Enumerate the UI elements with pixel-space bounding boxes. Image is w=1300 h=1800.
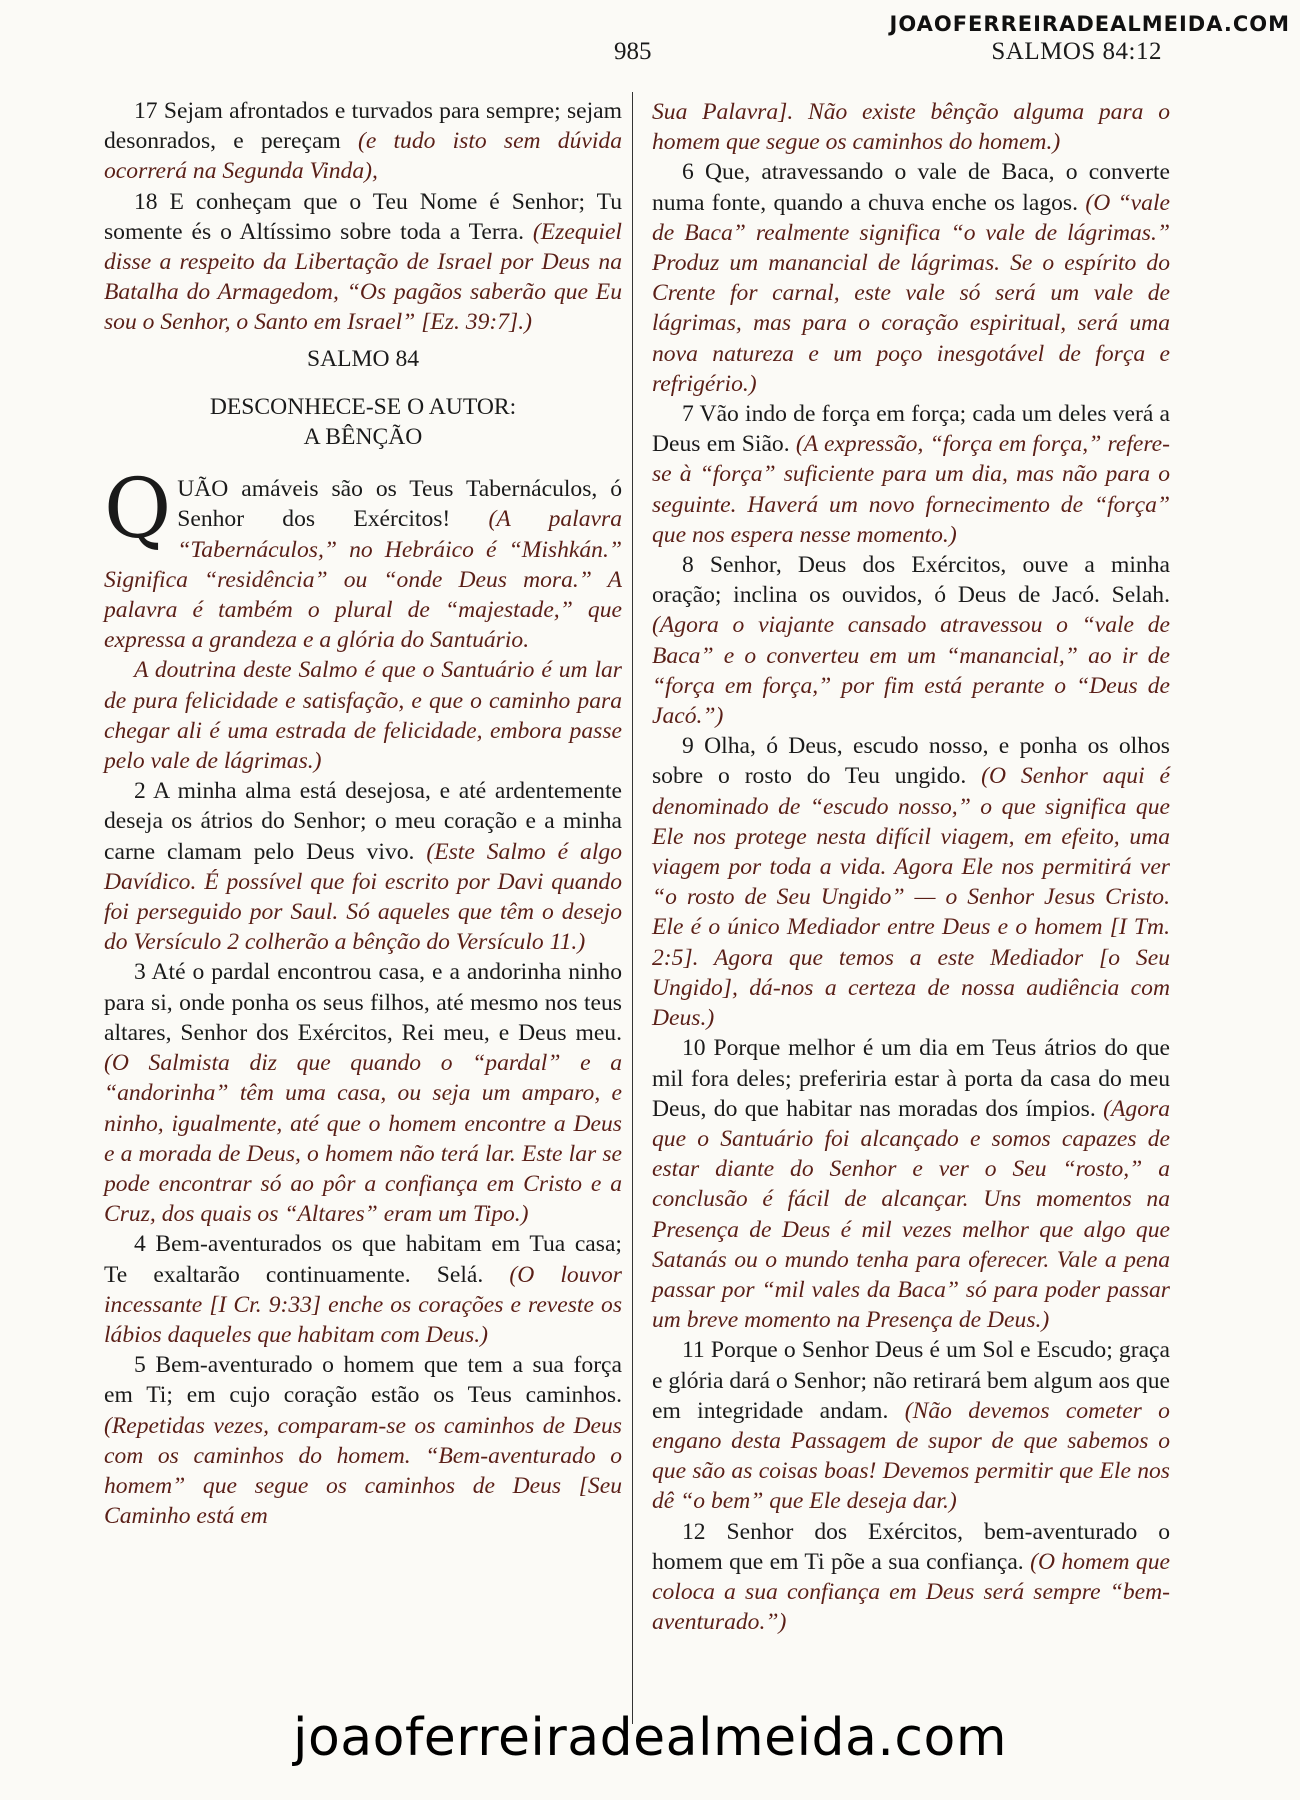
verse-text: 9 Olha, ó Deus, escudo nosso, e ponha os olhos sobre o rosto do Teu ungido.: [652, 733, 1170, 790]
verse-text: 2 A minha alma está desejosa, e até ardentemente deseja os átrios do Senhor; o meu coração e a minha carne clamam pelo Deus vivo.: [104, 778, 622, 865]
running-head: SALMOS 84:12: [991, 38, 1162, 65]
commentary: (e tudo isto sem dúvida ocorrerá na Segunda Vinda),: [104, 128, 622, 185]
verse-text: UÃO amáveis são os Teus Tabernáculos, ó Senhor dos Exércitos!: [177, 476, 622, 533]
verse-12: [652, 1517, 1170, 1638]
verse-text: 5 Bem-aventurado o homem que tem a sua força em Ti; em cujo coração estão os Teus caminhos.: [104, 1352, 622, 1409]
verse-2: [104, 776, 622, 957]
psalm-author: DESCONHECE-SE O AUTOR:: [209, 393, 517, 420]
verse-3: [104, 957, 622, 1229]
commentary: (A palavra “Tabernáculos,” no Hebráico é “Mishkán.” Significa “residência” ou “onde Deus mora.” A palavra é também o plural de “majestade,” que expressa a grandeza e a glória do Santuário.: [104, 506, 622, 654]
verse-text: 6 Que, atravessando o vale de Baca, o converte numa fonte, quando a chuva enche os lagos.: [652, 159, 1170, 216]
verse-7: [652, 399, 1170, 550]
verse-6: [652, 157, 1170, 399]
verse-18: [104, 187, 622, 338]
commentary: Sua Palavra]. Não existe bênção alguma para o homem que segue os caminhos do homem.): [652, 99, 1170, 156]
commentary: (Não devemos cometer o engano desta Passagem de supor de que sabemos o que são as coisas boas! Devemos permitir que Ele nos dê “o bem” que Ele deseja dar.): [652, 1397, 1170, 1515]
site-watermark-top: JOAOFERREIRADEALMEIDA.COM: [889, 12, 1290, 36]
psalm-title: SALMO 84: [306, 345, 420, 372]
commentary: (O Salmista diz que quando o “pardal” e a “andorinha” têm uma casa, ou seja um amparo, e ninho, igualmente, até que o homem encontre a Deus e a morada de Deus, o homem não terá lar. Este lar se pode encontrar só ao pôr a confiança em Cristo e a Cruz, dos quais os “Altares” eram um Tipo.): [104, 1050, 622, 1228]
commentary: (Este Salmo é algo Davídico. É possível que foi escrito por Davi quando foi perseguido por Saul. Só aqueles que têm o desejo do Versículo 2 colherão a bênção do Versículo 11.): [104, 838, 623, 956]
verse-17: [104, 96, 622, 187]
commentary: (O “vale de Baca” realmente significa “o vale de lágrimas.” Produz um manancial de lágrimas. Se o espírito do Crente for carnal, este vale só será um vale de lágrimas, mas para o coração espiritual, será uma nova natureza e um poço inesgotável de força e refrigério.): [652, 189, 1170, 397]
verse-8: [652, 550, 1170, 731]
page-number: 985: [614, 38, 652, 65]
verse-text: 17 Sejam afrontados e turvados para sempre; sejam desonrados, e pereçam: [104, 98, 622, 155]
verse-10: [652, 1033, 1170, 1335]
verse-text: 4 Bem-aventurados os que habitam em Tua casa; Te exaltarão continuamente. Selá.: [104, 1231, 622, 1288]
column-divider: [632, 92, 633, 1724]
psalm-subtitle: A BÊNÇÃO: [303, 424, 423, 451]
commentary: (O Senhor aqui é denominado de “escudo nosso,” o que significa que Ele nos protege nesta difícil viagem, em efeito, uma viagem por toda a vida. Agora Ele nos permitirá ver “o rosto de Seu Ungido” — o Senhor Jesus Cristo. Ele é o único Mediador entre Deus e o homem [I Tm. 2:5]. Agora que temos a este Mediador [o Seu Ungido], dá-nos a certeza de nossa audiência com Deus.): [652, 763, 1170, 1032]
verse-9: [652, 731, 1170, 1033]
commentary: (Ezequiel disse a respeito da Libertação de Israel por Deus na Batalha do Armagedom, “Os pagãos saberão que Eu sou o Senhor, o Santo em Israel” [Ez. 39:7].): [104, 218, 622, 336]
verse-text: 8 Senhor, Deus dos Exércitos, ouve a minha oração; inclina os ouvidos, ó Deus de Jacó. Selah.: [652, 552, 1170, 609]
commentary: (Agora que o Santuário foi alcançado e somos capazes de estar diante do Senhor e ver o Seu “rosto,” a conclusão é fácil de alcançar. Uns momentos na Presença de Deus é mil vezes melhor que algo que Satanás ou o mundo tenha para oferecer. Vale a pena passar por “mil vales da Baca” só para poder passar um breve momento na Presença de Deus.): [652, 1095, 1170, 1334]
commentary: (A expressão, “força em força,” refere-se à “força” suficiente para um dia, mas não para o seguinte. Haverá um novo fornecimento de “força” que nos espera nesse momento.): [652, 431, 1170, 548]
left-column: [104, 96, 622, 1531]
commentary: (O homem que coloca a sua confiança em Deus será sempre “bem-aventurado.”): [652, 1548, 1170, 1636]
commentary: A doutrina deste Salmo é que o Santuário é um lar de pura felicidade e satisfação, e que o caminho para chegar ali é uma estrada de felicidade, embora passe pelo vale de lágrimas.): [104, 657, 622, 775]
commentary: (Agora o viajante cansado atravessou o “vale de Baca” e o converteu em um “manancial,” ao ir de “força em força,” por fim está perante o “Deus de Jacó.”): [652, 612, 1170, 730]
commentary-continuation: [652, 97, 1170, 157]
site-watermark-bottom: joaoferreiradealmeida.com: [293, 1708, 1007, 1768]
verse-11: [652, 1335, 1170, 1516]
verse-text: 18 E conheçam que o Teu Nome é Senhor; Tu somente és o Altíssimo sobre toda a Terra.: [104, 188, 622, 245]
verse-text: 12 Senhor dos Exércitos, bem-aventurado o homem que em Ti põe a sua confiança.: [652, 1518, 1170, 1575]
commentary-paragraph: [104, 655, 622, 776]
drop-cap: Q: [104, 462, 172, 558]
commentary: (O louvor incessante [I Cr. 9:33] enche os corações e reveste os lábios daqueles que habitam com Deus.): [104, 1261, 622, 1348]
verse-5: [104, 1350, 622, 1531]
verse-text: 10 Porque melhor é um dia em Teus átrios do que mil fora deles; preferiria estar à porta da casa do meu Deus, do que habitar nas moradas dos ímpios.: [652, 1035, 1170, 1122]
verse-1: [104, 462, 622, 655]
right-column: [652, 97, 1170, 1637]
verse-text: 3 Até o pardal encontrou casa, e a andorinha ninho para si, onde ponha os seus filhos, até mesmo nos teus altares, Senhor dos Exércitos, Rei meu, e Deus meu.: [104, 959, 622, 1046]
commentary: (Repetidas vezes, comparam-se os caminhos de Deus com os caminhos do homem. “Bem-aventurado o homem” que segue os caminhos de Deus [Seu Caminho está em: [104, 1412, 622, 1530]
verse-text: 11 Porque o Senhor Deus é um Sol e Escudo; graça e glória dará o Senhor; não retirará bem algum aos que em integridade andam.: [652, 1337, 1170, 1424]
verse-4: [104, 1229, 622, 1350]
verse-text: 7 Vão indo de força em força; cada um deles verá a Deus em Sião.: [652, 401, 1170, 458]
